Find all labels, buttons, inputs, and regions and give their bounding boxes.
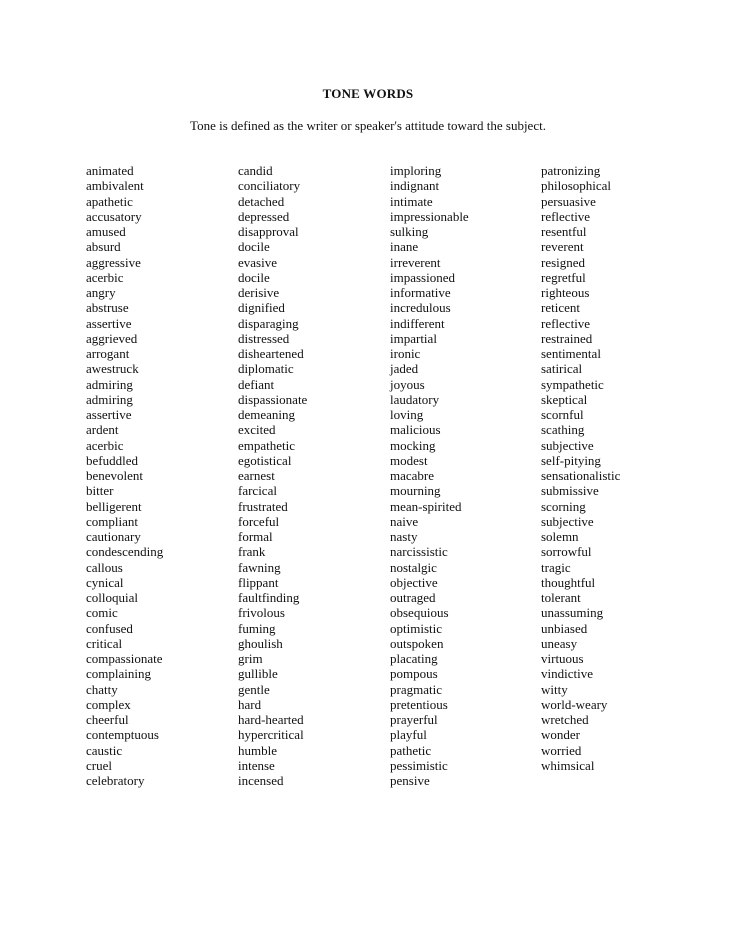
tone-word: scorning	[541, 498, 586, 514]
tone-word: optimistic	[390, 620, 442, 636]
tone-word: imploring	[390, 163, 442, 178]
word-column-2	[238, 163, 307, 788]
tone-word: naive	[390, 513, 419, 529]
tone-word: scornful	[541, 407, 584, 422]
tone-word: incensed	[238, 773, 284, 788]
tone-word: self-pitying	[541, 452, 601, 468]
tone-word: animated	[86, 163, 134, 178]
tone-word: uneasy	[541, 635, 578, 651]
word-column-1	[86, 163, 163, 788]
tone-word: mocking	[390, 437, 436, 453]
word-column-3	[390, 163, 469, 788]
tone-word: obsequious	[390, 605, 449, 621]
tone-word: ambivalent	[86, 178, 144, 194]
tone-word: outraged	[390, 590, 436, 605]
tone-word: awestruck	[86, 361, 139, 377]
tone-word: intimate	[390, 193, 433, 209]
tone-word: compassionate	[86, 651, 163, 666]
tone-word: dispassionate	[238, 391, 308, 407]
tone-word: malicious	[390, 422, 441, 438]
tone-word: hard	[238, 696, 262, 712]
tone-word: demeaning	[238, 407, 296, 422]
tone-word: frank	[238, 544, 266, 560]
page-title: TONE WORDS	[322, 86, 414, 101]
tone-word: formal	[238, 529, 273, 544]
tone-word: subjective	[541, 437, 594, 453]
tone-word: forceful	[238, 513, 280, 529]
tone-word: aggrieved	[86, 330, 138, 346]
tone-word: pompous	[390, 666, 438, 682]
tone-word: docile	[238, 269, 270, 285]
tone-word: vindictive	[541, 666, 593, 682]
tone-word: indifferent	[390, 315, 445, 331]
tone-definition: Tone is defined as the writer or speaker's attitude toward the subject.	[190, 118, 546, 133]
tone-word: prayerful	[390, 712, 438, 727]
tone-word: sorrowful	[541, 544, 592, 560]
tone-word: aggressive	[86, 254, 141, 270]
tone-word: sentimental	[541, 346, 601, 361]
tone-word: loving	[390, 407, 424, 422]
tone-word: playful	[390, 727, 427, 743]
tone-word: evasive	[238, 254, 277, 270]
tone-word: befuddled	[86, 452, 138, 468]
tone-word: submissive	[541, 483, 599, 499]
tone-word: conciliatory	[238, 178, 301, 194]
tone-word: impressionable	[390, 208, 469, 224]
tone-word: callous	[86, 559, 123, 575]
tone-word: humble	[238, 742, 277, 758]
tone-word: wretched	[541, 712, 589, 727]
tone-word: sympathetic	[541, 376, 604, 392]
tone-word: candid	[238, 163, 273, 178]
tone-word: bitter	[86, 483, 114, 499]
tone-word: indignant	[390, 178, 440, 194]
word-column-4	[541, 163, 620, 773]
tone-word: complex	[86, 696, 131, 712]
tone-word: nasty	[390, 529, 418, 544]
tone-word: informative	[390, 285, 451, 300]
tone-word: assertive	[86, 315, 132, 331]
tone-word: diplomatic	[238, 361, 294, 377]
tone-word: earnest	[238, 468, 275, 483]
tone-word: critical	[86, 635, 123, 651]
tone-word: condescending	[86, 544, 164, 560]
tone-word: empathetic	[238, 437, 296, 453]
tone-word: scathing	[541, 422, 585, 438]
tone-word: unbiased	[541, 620, 588, 636]
tone-word: assertive	[86, 407, 132, 422]
tone-word: incredulous	[390, 300, 451, 316]
tone-word: pessimistic	[390, 757, 448, 773]
tone-word: apathetic	[86, 193, 133, 209]
tone-word: hard-hearted	[238, 712, 304, 727]
tone-word: reticent	[541, 300, 580, 316]
tone-word: frustrated	[238, 498, 288, 514]
tone-word: detached	[238, 193, 285, 209]
tone-word: disapproval	[238, 224, 299, 239]
tone-word: solemn	[541, 529, 579, 544]
tone-word: dignified	[238, 300, 285, 316]
tone-word: gentle	[238, 681, 270, 697]
tone-word: patronizing	[541, 163, 601, 178]
tone-word: chatty	[86, 681, 118, 697]
tone-word: ardent	[86, 422, 119, 438]
tone-word: contemptuous	[86, 727, 159, 743]
tone-word: worried	[541, 742, 582, 758]
tone-word: thoughtful	[541, 574, 596, 590]
tone-word: farcical	[238, 483, 277, 499]
tone-word: ironic	[390, 346, 421, 361]
tone-word: acerbic	[86, 269, 124, 285]
tone-word: jaded	[390, 361, 419, 377]
tone-word: mean-spirited	[390, 498, 462, 514]
tone-word: depressed	[238, 208, 290, 224]
tone-word: philosophical	[541, 178, 612, 194]
tone-word: regretful	[541, 269, 586, 285]
tone-word: egotistical	[238, 452, 292, 468]
tone-word: placating	[390, 651, 438, 666]
tone-word: compliant	[86, 513, 138, 529]
tone-word: sensationalistic	[541, 468, 621, 483]
tone-word: distressed	[238, 330, 290, 346]
tone-word: caustic	[86, 742, 123, 758]
tone-word: docile	[238, 239, 270, 255]
tone-word: fawning	[238, 559, 281, 575]
tone-word: defiant	[238, 376, 275, 392]
tone-word: acerbic	[86, 437, 124, 453]
tone-word: resigned	[541, 254, 586, 270]
tone-word: reverent	[541, 239, 584, 255]
tone-word: world-weary	[541, 696, 608, 712]
tone-word: nostalgic	[390, 559, 437, 575]
tone-word: virtuous	[541, 651, 584, 666]
tone-word: reflective	[541, 315, 591, 331]
tone-word: cheerful	[86, 712, 129, 727]
tone-word: righteous	[541, 285, 590, 300]
tone-word: pensive	[390, 773, 430, 788]
tone-word: angry	[86, 285, 116, 300]
tone-word: pragmatic	[390, 681, 442, 697]
tone-word: tolerant	[541, 590, 581, 605]
tone-word: outspoken	[390, 635, 444, 651]
tone-word: laudatory	[390, 391, 440, 407]
tone-word: cruel	[86, 757, 112, 773]
tone-word: whimsical	[541, 757, 595, 773]
tone-word: excited	[238, 422, 276, 438]
tone-word: accusatory	[86, 208, 142, 224]
tone-word: mourning	[390, 483, 441, 499]
tone-word: admiring	[86, 391, 133, 407]
tone-word: admiring	[86, 376, 133, 392]
tone-word: derisive	[238, 285, 280, 300]
tone-word: skeptical	[541, 391, 588, 407]
tone-word: joyous	[390, 376, 425, 392]
tone-word: hypercritical	[238, 727, 304, 743]
tone-word: subjective	[541, 513, 594, 529]
tone-word: disparaging	[238, 315, 299, 331]
tone-word: fuming	[238, 620, 276, 636]
tone-word: persuasive	[541, 193, 596, 209]
tone-word: unassuming	[541, 605, 604, 621]
tone-word: impassioned	[390, 269, 455, 285]
tone-word: confused	[86, 620, 133, 636]
tone-word: frivolous	[238, 605, 285, 621]
tone-word: narcissistic	[390, 544, 448, 560]
tone-word: flippant	[238, 574, 279, 590]
tone-word: objective	[390, 574, 438, 590]
tone-word: satirical	[541, 361, 583, 377]
tone-word: restrained	[541, 330, 593, 346]
tone-word: ghoulish	[238, 635, 283, 651]
tone-word: arrogant	[86, 346, 130, 361]
tone-word: disheartened	[238, 346, 304, 361]
tone-word: wonder	[541, 727, 580, 743]
tone-word: grim	[238, 651, 263, 666]
tone-word: cynical	[86, 574, 124, 590]
tone-word: intense	[238, 757, 275, 773]
tone-word: abstruse	[86, 300, 129, 316]
tone-word: pretentious	[390, 696, 448, 712]
tone-word: benevolent	[86, 468, 144, 483]
tone-word: macabre	[390, 468, 435, 483]
tone-word: reflective	[541, 208, 591, 224]
tone-word: absurd	[86, 239, 121, 255]
tone-word: inane	[390, 239, 419, 255]
tone-word: impartial	[390, 330, 437, 346]
tone-word: colloquial	[86, 590, 138, 605]
tone-word: comic	[86, 605, 118, 621]
tone-word: complaining	[86, 666, 151, 682]
tone-word: irreverent	[390, 254, 441, 270]
tone-word: belligerent	[86, 498, 142, 514]
tone-word: tragic	[541, 559, 571, 575]
tone-word: modest	[390, 452, 428, 468]
tone-word: witty	[541, 681, 568, 697]
tone-word: resentful	[541, 224, 587, 239]
tone-word: faultfinding	[238, 590, 300, 605]
tone-word: celebratory	[86, 773, 145, 788]
tone-word: pathetic	[390, 742, 432, 758]
tone-word: gullible	[238, 666, 278, 682]
tone-word: cautionary	[86, 529, 141, 544]
tone-word: amused	[86, 224, 126, 239]
tone-word: sulking	[390, 224, 429, 239]
